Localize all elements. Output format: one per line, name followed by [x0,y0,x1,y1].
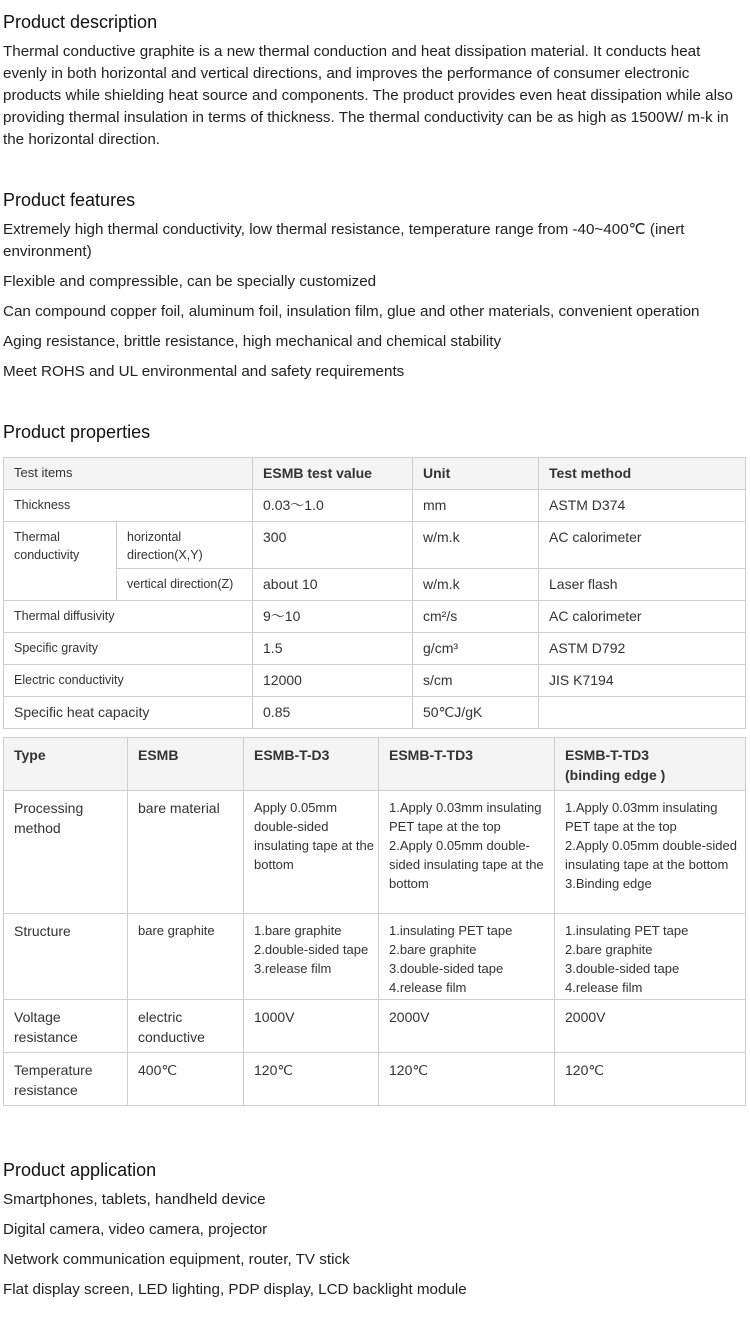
type-table [3,737,746,1106]
feature-item: Extremely high thermal conductivity, low thermal resistance, temperature range from -40~400℃ (inert environment) [3,221,685,260]
row-value: 0.85 [253,697,413,729]
row-cell: 120℃ [555,1053,746,1106]
table-row [4,601,746,633]
row-method: ASTM D374 [539,490,746,522]
row-method: JIS K7194 [539,665,746,697]
table-row [4,914,746,1000]
application-item: Digital camera, video camera, projector [3,1221,268,1238]
feature-item: Flexible and compressible, can be specially customized [3,273,377,290]
row-item: Thickness [4,490,253,522]
row-unit: s/cm [413,665,539,697]
properties-header-row [4,458,746,490]
row-value: 300 [253,522,413,569]
row-label: Processing method [4,791,128,914]
row-value: about 10 [253,569,413,601]
properties-table [3,457,746,729]
properties-heading: Product properties [3,422,151,442]
table-row [4,522,746,569]
row-cell: 1.bare graphite 2.double-sided tape 3.release film [244,914,379,1000]
row-subitem: horizontal direction(X,Y) [117,522,253,569]
features-heading: Product features [3,190,136,210]
row-unit: mm [413,490,539,522]
type-header-cell: ESMB-T-TD3 [379,738,555,791]
type-header-cell: ESMB-T-TD3 (binding edge ) [555,738,746,791]
row-method: AC calorimeter [539,522,746,569]
header-test-method: Test method [539,458,746,490]
application-item: Network communication equipment, router, TV stick [3,1251,350,1268]
row-unit: w/m.k [413,522,539,569]
row-value: 9～10 [253,601,413,633]
type-header-row [4,738,746,791]
row-cell: bare graphite [128,914,244,1000]
header-unit: Unit [413,458,539,490]
application-item: Flat display screen, LED lighting, PDP display, LCD backlight module [3,1281,467,1298]
table-row [4,697,746,729]
table-row [4,1053,746,1106]
row-label: Voltage resistance [4,1000,128,1053]
row-method: AC calorimeter [539,601,746,633]
row-cell: electric conductive [128,1000,244,1053]
row-label: Temperature resistance [4,1053,128,1106]
row-cell: Apply 0.05mm double-sided insulating tape at the bottom [244,791,379,914]
feature-item: Can compound copper foil, aluminum foil, insulation film, glue and other materials, convenient operation [3,303,700,320]
table-row [4,791,746,914]
row-cell: bare material [128,791,244,914]
row-method [539,697,746,729]
table-row [4,490,746,522]
row-value: 12000 [253,665,413,697]
feature-item: Meet ROHS and UL environmental and safety requirements [3,363,405,380]
table-row [4,665,746,697]
application-heading: Product application [3,1160,157,1180]
application-item: Smartphones, tablets, handheld device [3,1191,266,1208]
row-cell: 2000V [379,1000,555,1053]
type-header-cell: ESMB [128,738,244,791]
row-item: Electric conductivity [4,665,253,697]
row-unit: 50℃J/gK [413,697,539,729]
description-text: Thermal conductive graphite is a new thermal conduction and heat dissipation material. It conducts heat evenly in both horizontal and vertical directions, and improves the performance of consumer electronic products while shielding heat source and components. The product provides even heat dissipation while also providing thermal insulation in terms of thickness. The thermal conductivity can be as high as 1500W/ m-k in the horizontal direction. [3,43,734,148]
header-test-items: Test items [4,458,253,490]
row-unit: w/m.k [413,569,539,601]
row-cell: 400℃ [128,1053,244,1106]
row-unit: cm²/s [413,601,539,633]
row-item: Thermal diffusivity [4,601,253,633]
row-method: ASTM D792 [539,633,746,665]
row-cell: 1.insulating PET tape 2.bare graphite 3.double-sided tape 4.release film [555,914,746,1000]
row-unit: g/cm³ [413,633,539,665]
type-header-cell: ESMB-T-D3 [244,738,379,791]
description-heading: Product description [3,12,158,32]
row-cell: 1.Apply 0.03mm insulating PET tape at the top 2.Apply 0.05mm double-sided insulating tape at the bottom [379,791,555,914]
row-item: Specific gravity [4,633,253,665]
row-cell: 1.Apply 0.03mm insulating PET tape at the top 2.Apply 0.05mm double-sided insulating tape at the bottom 3.Binding edge [555,791,746,914]
row-value: 1.5 [253,633,413,665]
row-item: Thermal conductivity [4,522,117,601]
row-item: Specific heat capacity [4,697,253,729]
row-value: 0.03～1.0 [253,490,413,522]
row-cell: 2000V [555,1000,746,1053]
row-label: Structure [4,914,128,1000]
row-cell: 120℃ [244,1053,379,1106]
row-method: Laser flash [539,569,746,601]
header-test-value: ESMB test value [253,458,413,490]
row-cell: 120℃ [379,1053,555,1106]
row-subitem: vertical direction(Z) [117,569,253,601]
row-cell: 1.insulating PET tape 2.bare graphite 3.double-sided tape 4.release film [379,914,555,1000]
feature-item: Aging resistance, brittle resistance, high mechanical and chemical stability [3,333,502,350]
table-row [4,1000,746,1053]
type-header-cell: Type [4,738,128,791]
table-row [4,633,746,665]
row-cell: 1000V [244,1000,379,1053]
